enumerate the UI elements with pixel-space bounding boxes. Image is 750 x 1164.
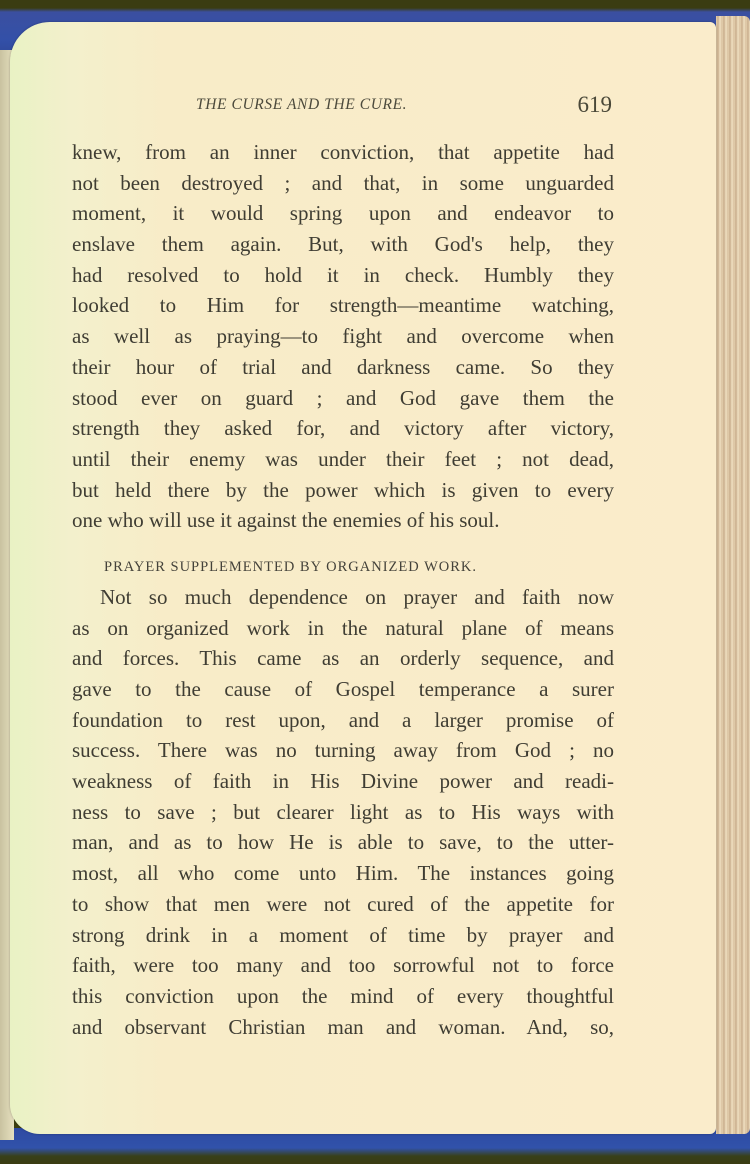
text-line: their hour of trial and darkness came. So they [72,354,614,379]
text-line: moment, it would spring upon and endeavor to [72,201,614,226]
paragraph-2 [72,582,614,1042]
running-title: THE CURSE AND THE CURE. [196,96,408,113]
text-line: most, all who come unto Him. The instances going [72,861,614,886]
section-heading: PRAYER SUPPLEMENTED BY ORGANIZED WORK. [104,558,478,575]
text-line: to show that men were not cured of the appetite for [72,891,614,916]
text-line: and forces. This came as an orderly sequence, and [72,646,614,671]
page-fore-edge [716,16,750,1134]
text-line: stood ever on guard ; and God gave them the [72,385,614,410]
text-line: but held there by the power which is given to every [72,477,614,502]
text-line: strong drink in a moment of time by prayer and [72,922,614,947]
body-text [72,137,614,1042]
text-line: looked to Him for strength—meantime watching, [72,293,614,318]
text-line: not been destroyed ; and that, in some unguarded [72,170,614,195]
text-line: gave to the cause of Gospel temperance a surer [72,677,614,701]
text-line: man, and as to how He is able to save, to the utter- [72,830,614,855]
text-line: faith, were too many and too sorrowful not to force [72,953,614,978]
text-line: and observant Christian man and woman. And, so, [72,1014,614,1039]
text-line: foundation to rest upon, and a larger promise of [72,707,614,732]
text-line: this conviction upon the mind of every thoughtful [72,983,614,1008]
text-line: ness to save ; but clearer light as to His ways with [72,799,614,824]
text-line: as well as praying—to fight and overcome when [72,324,614,349]
text-line: weakness of faith in His Divine power and readi- [72,769,614,794]
text-line: had resolved to hold it in check. Humbly they [72,262,614,287]
page-number: 619 [577,92,612,117]
text-line: strength they asked for, and victory after victory, [72,416,614,441]
text-line: enslave them again. But, with God's help, they [72,232,614,257]
text-line: until their enemy was under their feet ; not dead, [72,446,614,471]
text-line: as on organized work in the natural plane of means [72,615,614,640]
paragraph-1 [72,137,614,536]
running-head [196,92,616,122]
text-line: Not so much dependence on prayer and faith now [100,584,614,609]
text-line: knew, from an inner conviction, that appetite had [72,140,614,164]
text-line: one who will use it against the enemies of his soul. [72,508,500,533]
text-line: success. There was no turning away from God ; no [72,738,614,763]
